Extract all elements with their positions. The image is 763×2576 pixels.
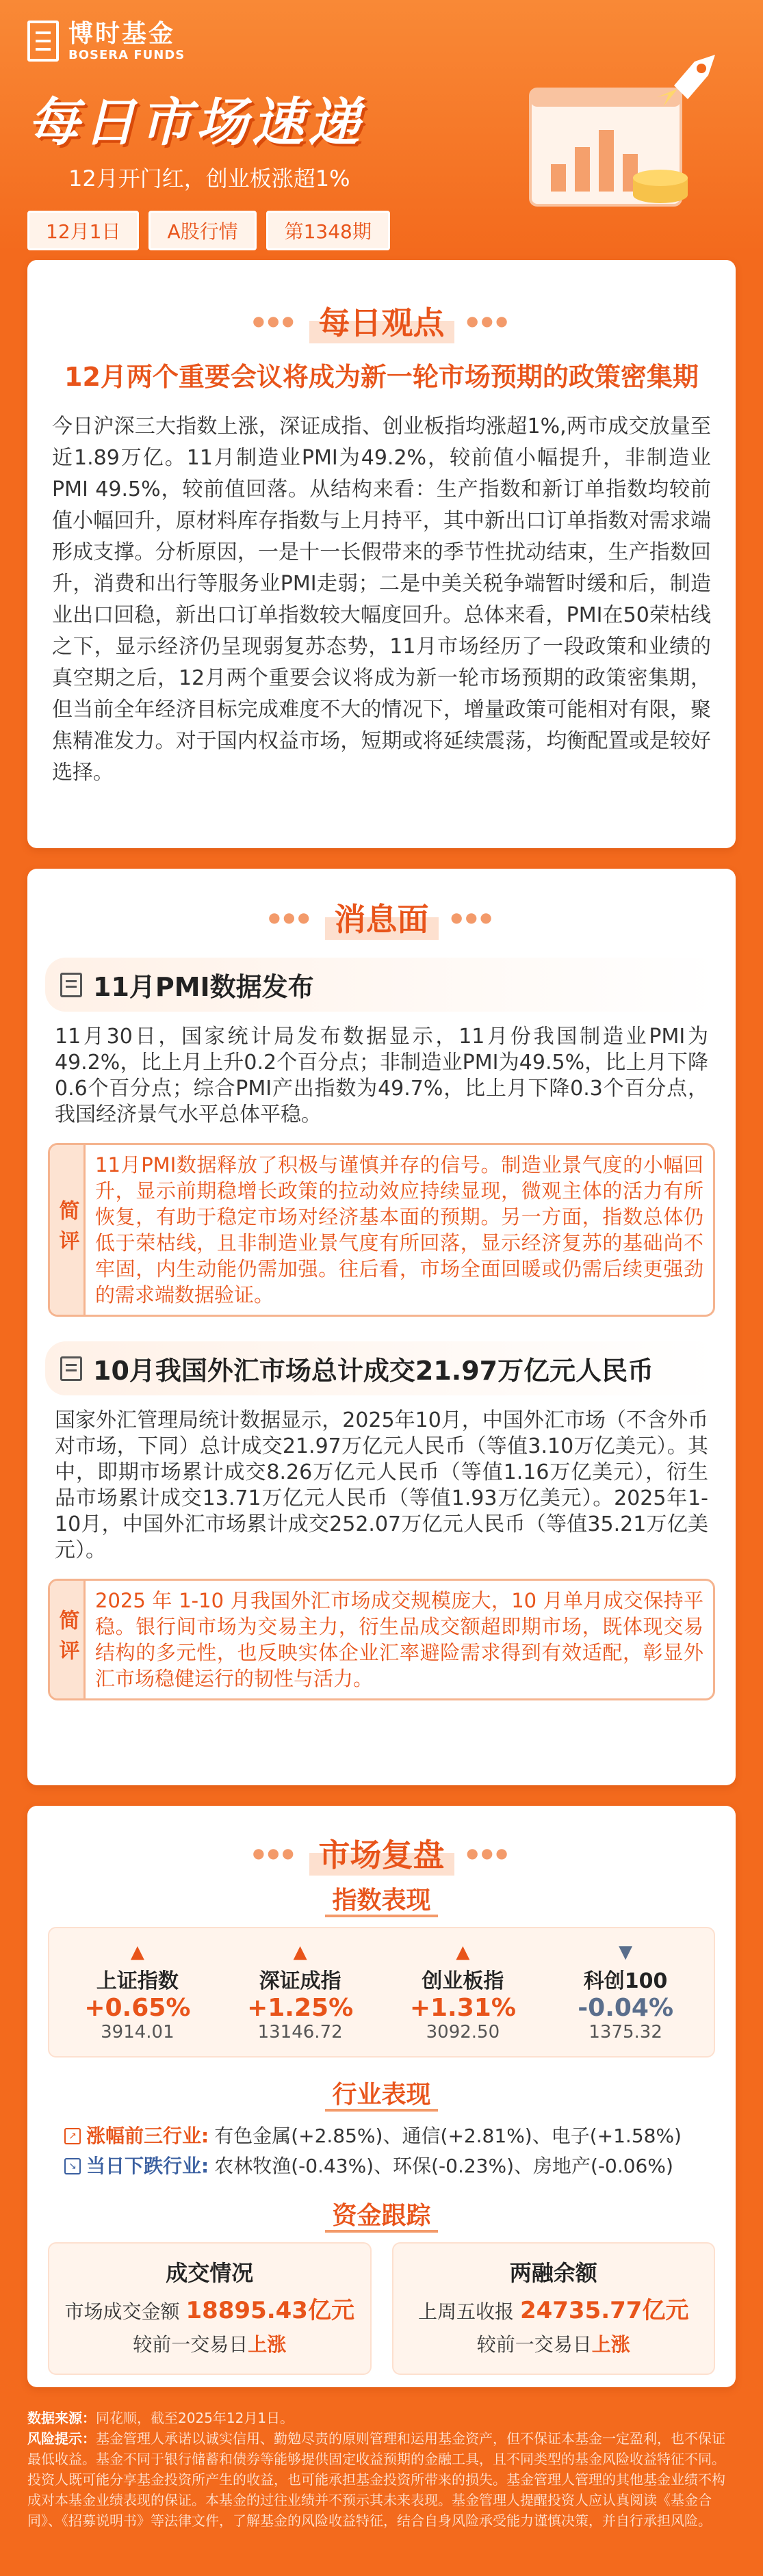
rocket-chart-illustration-icon	[489, 48, 736, 233]
index-performance-row	[48, 1927, 715, 2058]
brand-name-en: BOSERA FUNDS	[68, 47, 185, 62]
title-dots-left-icon: ●●●	[268, 909, 313, 925]
index-item-star100: ▼ 科创100 -0.04% 1375.32	[544, 1942, 707, 2042]
industry-subtitle: 行业表现	[48, 2075, 715, 2110]
industry-top-gainers: ↗ 涨幅前三行业: 有色金属(+2.85%)、通信(+2.81%)、电子(+1.58%)	[48, 2121, 715, 2151]
market-section-title: ●●● 市场复盘 ●●●	[48, 1830, 715, 1876]
news-item-headline: 10月我国外汇市场总计成交21.97万亿元人民币	[93, 1356, 654, 1386]
trend-down-icon: ↘	[64, 2158, 81, 2174]
title-dots-right-icon: ●●●	[466, 313, 510, 329]
review-text: 11月PMI数据释放了积极与谨慎并存的信号。制造业景气度的小幅回升，显示前期稳增长政策的拉动效应持续显现，微观主体的活力有所恢复，有助于稳定市场对经济基本面的预期。另一方面，指数总体仍低于荣枯线，且非制造业景气度有所回落，显示经济复苏的基础尚不牢固，内生动能仍需加强。往后看，市场全面回暖或仍需后续更强劲的需求端数据验证。	[95, 1153, 703, 1306]
review-label: 简评	[50, 1145, 86, 1315]
daily-view-body: 今日沪深三大指数上涨，深证成指、创业板指均涨超1%,两市成交放量至近1.89万亿。11月制造业PMI为49.2%，较前值小幅提升，非制造业PMI 49.5%，较前值回落。从结构来看：生产指数和新订单指数均较前值小幅回升，原材料库存指数与上月持平，其中新出口订单指数对需求端形成支撑。分析原因，一是十一长假带来的季节性扰动结束，生产指数回升，消费和出行等服务业PMI走弱；二是中美关税争端暂时缓和后，制造业出口回稳，新出口订单指数较大幅度回升。总体来看，PMI在50荣枯线之下，显示经济仍呈现弱复苏态势，11月市场经历了一段政策和业绩的真空期之后，12月两个重要会议将成为新一轮市场预期的政策密集期，但当前全年经济目标完成难度不大的情况下，增量政策可能相对有限，聚焦精准发力。对于国内权益市场，短期或将延续震荡，均衡配置或是较好选择。	[52, 415, 711, 785]
daily-view-title: ●●● 每日观点 ●●●	[52, 298, 711, 343]
issue-tags	[27, 211, 390, 250]
news-item-review	[48, 1143, 715, 1317]
news-section-title: ●●● 消息面 ●●●	[45, 895, 718, 940]
title-dots-left-icon: ●●●	[253, 313, 297, 329]
turnover-box: 成交情况 市场成交金额 18895.43亿元 较前一交易日上涨	[48, 2242, 372, 2375]
fund-tracking-row	[48, 2242, 715, 2375]
page-header	[0, 0, 763, 253]
news-item-body: 11月30日，国家统计局发布数据显示，11月份我国制造业PMI为49.2%，比上月上升0.2个百分点；非制造业PMI为49.5%，比上月下降0.6个百分点；综合PMI产出指数为49.7%，比上月下降0.3个百分点，我国经济景气水平总体平稳。	[55, 1025, 708, 1127]
market-tag: A股行情	[148, 211, 256, 250]
page-title: 每日市场速递	[27, 92, 364, 153]
fund-subtitle: 资金跟踪	[48, 2196, 715, 2231]
date-tag: 12月1日	[27, 211, 139, 250]
document-icon	[60, 973, 82, 997]
news-item-headline: 11月PMI数据发布	[93, 972, 314, 1002]
review-text: 2025 年 1-10 月我国外汇市场成交规模庞大，10 月单月成交保持平稳。银行间市场为交易主力，衍生品成交额超即期市场，既体现交易结构的多元性，也反映实体企业汇率避险需求得到有效适配，彰显外汇市场稳健运行的韧性与活力。	[95, 1589, 703, 1690]
news-item-review	[48, 1579, 715, 1700]
issue-tag: 第1348期	[266, 211, 390, 250]
review-label: 简评	[50, 1581, 86, 1698]
industry-decliners: ↘ 当日下跌行业: 农林牧渔(-0.43%)、环保(-0.23%)、房地产(-0.06%)	[48, 2151, 715, 2181]
news-item-header	[45, 958, 718, 1012]
index-item-sse: ▲ 上证指数 +0.65% 3914.01	[56, 1942, 219, 2042]
data-source: 数据来源：同花顺，截至2025年12月1日。	[27, 2410, 294, 2426]
down-arrow-icon: ▼	[619, 1942, 633, 1962]
news-item-body: 国家外汇管理局统计数据显示，2025年10月，中国外汇市场（不含外币对市场，下同）总计成交21.97万亿元人民币（等值3.10万亿美元）。其中，即期市场累计成交8.26万亿元人民币（等值1.16万亿美元），衍生品市场累计成交13.71万亿元人民币（等值1.93万亿美元）。2025年1-10月，中国外汇市场累计成交252.07万亿元人民币（等值35.21万亿美元）。	[55, 1408, 708, 1562]
up-arrow-icon: ▲	[130, 1942, 144, 1962]
up-arrow-icon: ▲	[293, 1942, 307, 1962]
index-subtitle: 指数表现	[48, 1881, 715, 1916]
risk-warning: 风险提示：基金管理人承诺以诚实信用、勤勉尽责的原则管理和运用基金资产，但不保证本基金一定盈利，也不保证最低收益。基金不同于银行储蓄和债券等能够提供固定收益预期的金融工具，且不同类型的基金风险收益特征不同。投资人既可能分享基金投资所产生的收益，也可能承担基金投资所带来的损失。基金管理人管理的其他基金业绩不构成对本基金业绩表现的保证。本基金的过往业绩并不预示其未来表现。基金管理人提醒投资人应认真阅读《基金合同》、《招募说明书》等法律文件，了解基金的风险收益特征，结合自身风险承受能力谨慎决策，并自行承担风险。	[27, 2430, 725, 2529]
page-subtitle: 12月开门红，创业板涨超1%	[68, 166, 350, 192]
logo-mark-icon	[27, 21, 59, 62]
index-item-chinext: ▲ 创业板指 +1.31% 3092.50	[382, 1942, 545, 2042]
margin-balance-box: 两融余额 上周五收报 24735.77亿元 较前一交易日上涨	[392, 2242, 716, 2375]
document-icon	[60, 1356, 82, 1381]
title-dots-right-icon: ●●●	[450, 909, 495, 925]
title-dots-left-icon: ●●●	[253, 1845, 297, 1861]
market-review-card	[27, 1806, 736, 2387]
news-card	[27, 869, 736, 1785]
up-arrow-icon: ▲	[456, 1942, 470, 1962]
index-item-szse: ▲ 深证成指 +1.25% 13146.72	[219, 1942, 382, 2042]
news-item-header	[45, 1341, 718, 1395]
brand-logo	[27, 21, 185, 62]
trend-up-icon: ↗	[64, 2128, 81, 2144]
daily-view-headline: 12月两个重要会议将成为新一轮市场预期的政策密集期	[64, 362, 699, 392]
footer-disclaimer	[27, 2408, 736, 2531]
brand-name-cn: 博时基金	[68, 20, 176, 48]
daily-view-card	[27, 260, 736, 848]
title-dots-right-icon: ●●●	[466, 1845, 510, 1861]
